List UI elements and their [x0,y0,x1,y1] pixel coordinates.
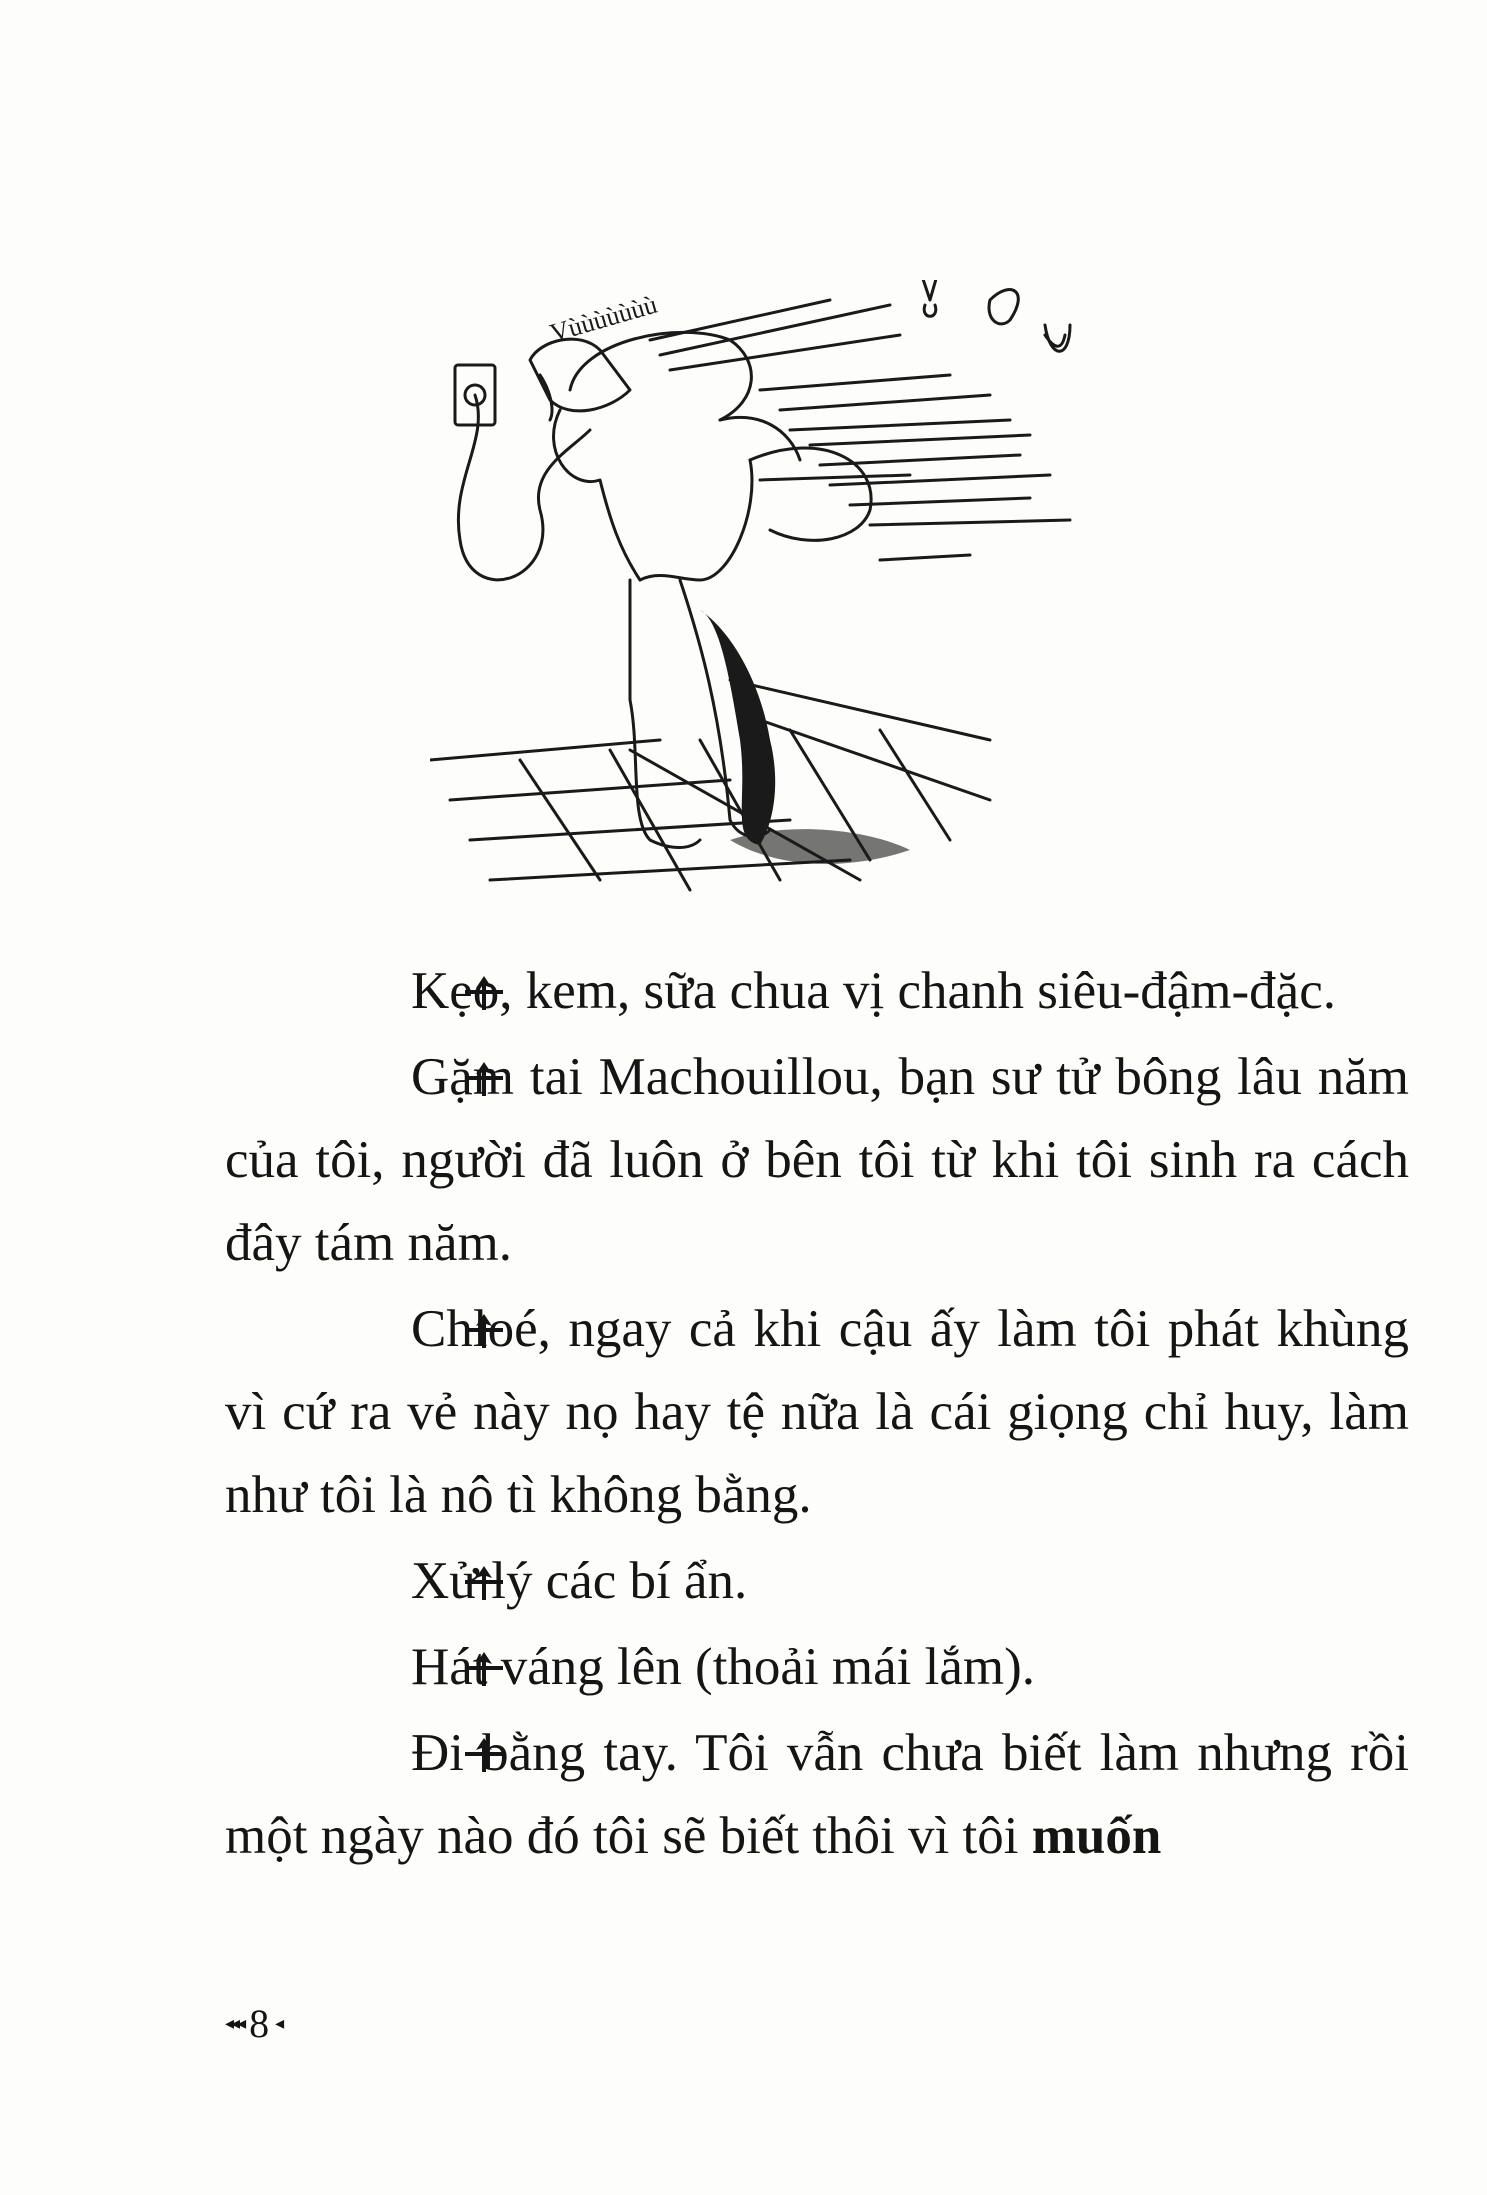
list-item-text: Kẹo, kem, sữa chua vị chanh siêu-đậm-đặc. [411,962,1336,1020]
list-item-text: Xử lý các bí ẩn. [411,1552,748,1610]
arrow-bullet-icon [343,1292,389,1332]
bold-word: muốn [1031,1807,1162,1865]
arrow-bullet-icon [343,1040,389,1080]
list-item-text: Chloé, ngay cả khi cậu ấy làm tôi phát khùng vì cứ ra vẻ này nọ hay tệ nữa là cái giọng chỉ huy, làm như tôi là nô tì không bằng. [225,1300,1409,1524]
arrow-bullet-icon [343,1544,389,1584]
page-footer [225,2000,281,2047]
illustration [430,280,1130,900]
list-item [225,1712,1409,1878]
hair-dryer-drawing [430,280,1130,900]
arrow-bullet-icon [343,954,389,994]
list-item [225,1036,1409,1285]
list-item-text: Đi bằng tay. Tôi vẫn chưa biết làm nhưng rồi một ngày nào đó tôi sẽ biết thôi vì tôi [225,1724,1409,1865]
arrow-bullet-icon [343,1716,389,1756]
sound-effect-text: Vùùùùùùù [546,289,661,348]
page-number: 8 [249,2001,270,2046]
list-item-text: Gặm tai Machouillou, bạn sư tử bông lâu năm của tôi, người đã luôn ở bên tôi từ khi tôi sinh ra cách đây tám năm. [225,1048,1409,1272]
arrow-bullet-icon [343,1630,389,1670]
list-item [225,1626,1409,1709]
body-text [225,950,1409,1878]
right-arrow-icon: ◂ [275,2013,282,2033]
left-arrows-icon: ◂◂◂ [225,2013,244,2033]
list-item [225,1288,1409,1537]
list-item [225,1540,1409,1623]
list-item [225,950,1409,1033]
list-item-text: Hát váng lên (thoải mái lắm). [411,1638,1036,1696]
